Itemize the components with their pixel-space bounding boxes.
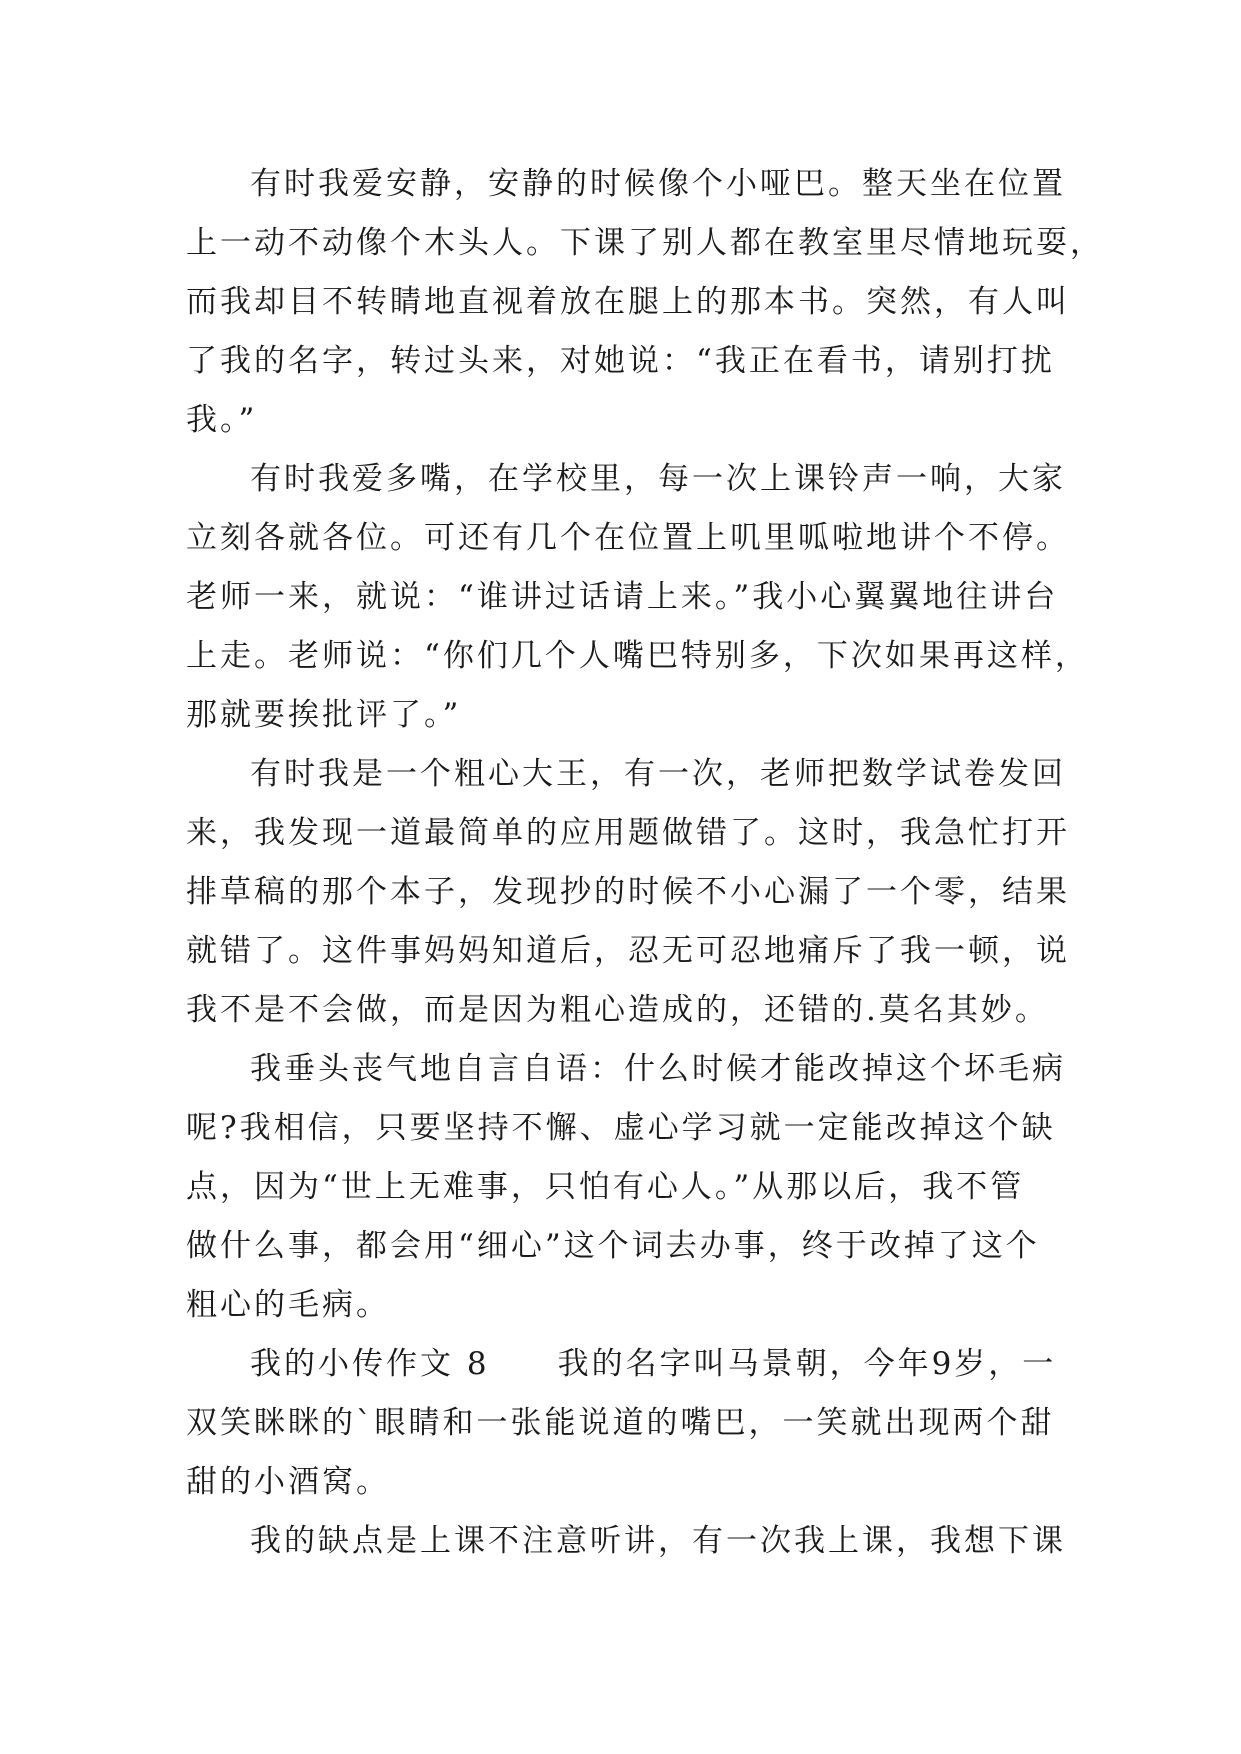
text-line: 而我却目不转睛地直视着放在腿上的那本书。突然，有人叫 [186,284,1070,320]
text-line: 了我的名字，转过头来，对她说：“我正在看书，请别打扰 [186,343,1055,379]
text-line: 我不是不会做，而是因为粗心造成的，还错的.莫名其妙。 [186,992,1049,1028]
text-line: 来，我发现一道最简单的应用题做错了。这时，我急忙打开 [186,815,1070,851]
text-line: 甜的小酒窝。 [186,1464,390,1500]
text-line: 上一动不动像个木头人。下课了别人都在教室里尽情地玩耍， [186,225,1104,261]
text-line: 点，因为“世上无难事，只怕有心人。”从那以后，我不管 [186,1169,1025,1205]
text-line: 老师一来，就说：“谁讲过话请上来。”我小心翼翼地往讲台 [186,579,1059,615]
text-line: 有时我爱安静，安静的时候像个小哑巴。整天坐在位置 [250,166,1066,202]
text-line: 排草稿的那个本子，发现抄的时候不小心漏了一个零，结果 [186,874,1070,910]
text-line: 有时我是一个粗心大王，有一次，老师把数学试卷发回 [250,756,1066,792]
text-line: 我的缺点是上课不注意听讲，有一次我上课，我想下课 [250,1523,1066,1559]
text-line: 做什么事，都会用“细心”这个词去办事，终于改掉了这个 [186,1228,1040,1264]
text-line: 有时我爱多嘴，在学校里，每一次上课铃声一响，大家 [250,461,1066,497]
text-line: 那就要挨批评了。” [186,697,462,733]
text-line: 双笑眯眯的`眼睛和一张能说道的嘴巴，一笑就出现两个甜 [186,1405,1055,1441]
text-line: 我垂头丧气地自言自语：什么时候才能改掉这个坏毛病 [250,1051,1066,1087]
document-body [186,155,1104,1571]
text-line: 我。” [186,402,258,438]
text-line: 立刻各就各位。可还有几个在位置上叽里呱啦地讲个不停。 [186,520,1070,556]
text-line: 粗心的毛病。 [186,1287,390,1323]
text-line: 上走。老师说：“你们几个人嘴巴特别多，下次如果再这样， [186,638,1089,674]
text-line: 我的小传作文 8 我的名字叫马景朝，今年9岁，一 [250,1346,1057,1382]
text-line: 就错了。这件事妈妈知道后，忍无可忍地痛斥了我一顿，说 [186,933,1070,969]
text-line: 呢?我相信，只要坚持不懈、虚心学习就一定能改掉这个缺 [186,1110,1056,1146]
